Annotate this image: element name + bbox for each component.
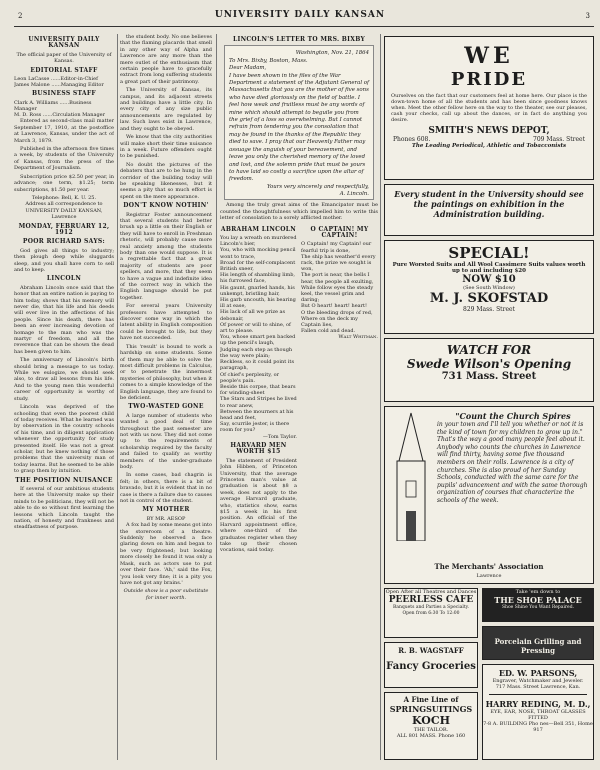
parsons-ad [482,664,594,760]
lincoln-text-3: Lincoln was deprived of the schooling that even the poorest child of today receives. What he learned was by observation in the country schools of his time, and in diligent application whenever the opportunity for study presented itself. He was not a great scholar, but he knew nothing of those problems that the university man of today learns. But he seemed to be able to grasp them by intuition. [14,404,114,475]
ad-divider [489,694,587,695]
lincoln-letter-facsimile [224,45,374,200]
bixby-heading: LINCOLN'S LETTER TO MRS. BIXBY [232,36,366,43]
poem-col-left [220,224,297,556]
peerless-hours: Banquets and Parties a Specialty. Open from 6:30 To 12:00 [392,605,470,616]
reding-sub: EYE, EAR, NOSE, THROAT GLASSES FITTED [490,709,586,721]
koch-line-head: A Fine Line of [403,695,459,704]
lincoln-text-2: The anniversary of Lincoln's birth should bring a message to us today. While we eulogize, we should seek also, to draw all lessons from his life. And to the young men this wonderful career of opportunity is worthy of study. [14,357,114,402]
col2-text-1: the student body. No one believes that the flaming placards that smell in any other way of Alpha and Lawrence are any more than the mere outlet of the enthusiasm that certain people have to gracefully extract from long suffering students a great part of their patrimony. [120,34,212,85]
letter-date: Washington, Nov. 21, 1864 [295,50,369,57]
pride-we: WE [464,43,514,69]
harvard-heading: HARVARD MEN WORTH $15 [230,441,287,456]
position-nuisance-heading: THE POSITION NUISANCE [15,476,113,484]
col2-text-2: The University of Kansas, its campus, and its adjacent streets and buildings have a little city. In every city of any size public announcements are regulated by law. Such laws exist in Lawrence, and they ought to be obeyed. [120,87,212,132]
clarks-address: ALL 801 MASS. Phone 160 [396,733,466,739]
porcelain-text: Porcelain Grilling and Pressing [494,637,582,655]
col2-text-9: In some cases, bad chagrin is felt; in others, there is a bit of bravado, but it is evident that in no case is there a failure due to causes not in control of the student. [120,472,212,505]
smith-phone: Phones 608. [393,136,431,143]
page-number-right: 3 [585,12,590,20]
telephone: Telephone: Bell, K. U. 25. [31,194,97,201]
smith-contact [385,136,593,143]
captain-poem: O Captain! my Captain! our fearful trip is done, The ship has weather'd every rack, the prize we sought is won, The port is near, the bells I hear, the people all exulting, While follow eyes the steady keel, the vessel grim and daring; But O heart! heart! heart! O the bleeding drops of red, Where on the deck my Captain lies, Fallen cold and dead. [301,241,376,335]
fable-moral: Outside show is a poor substitute for inner worth. [123,588,209,601]
captain-author: Walt Whitman. [338,334,378,341]
fable-text: A fox had by some means got into the storeroom of a theatre. Suddenly he observed a face glaring down on him and began to be very frightened; but looking more closely he found it was only a Mask, such as actors use to put over their face. 'Ah,' said the Fox, 'you look very fine; it is a pity you have not got any brains.' [120,522,212,586]
swede-address: 731 Mass. Street [441,371,537,382]
koch-name: KOCH [412,714,450,727]
staff-list: Leon LaCasse ......Editor-in-Chief James Malone ......Managing Editor [14,76,104,89]
col2-text-5: Registrar Foster announcement that several students had better brush up a little on their English or they will have to enroll in Freshman rhetoric, will probably cause more real anxiety among the students body than one would suppose. It is a regrettable fact that a great majority of students are poor spellers, and more, that they seem to have a vague and indefinite idea of the correct way in which the English language should be put together. [120,211,212,301]
position-nuisance-text: If several of our ambitious students here at the University make up their minds to be politicians, they will not be able to do so without first learning the lessons which Lincoln taught the nation, of honesty and frankness and steadfastness of purpose. [14,485,114,531]
church-illustration [389,411,433,541]
church-spire-icon [389,411,433,541]
column-divider [380,34,381,760]
staff-heading: EDITORIAL STAFF [30,66,98,74]
smith-heading: SMITH'S NEWS DEPOT, [428,126,550,136]
letter-salutation: To Mrs. Bixby, Boston, Mass. [229,57,308,64]
fable-byline: BY MR. AESOP [146,515,186,522]
masthead [4,4,596,28]
smith-address: 709 Mass. Street [533,136,585,143]
lincoln-column [220,34,378,760]
smith-tagline: The Leading Periodical, Athletic and Tobacconists [411,143,567,149]
poor-richard-text: God gives all things to industry; then plough deep while sluggards sleep, and you shall have corn to sell and to keep. [14,247,114,273]
letter-close: Yours very sincerely and respectfully, [266,183,369,190]
dont-know-heading: DON'T KNOW NOTHIN' [123,202,209,210]
special-see: (See South Window) [463,285,515,291]
address: Address all correspondence to UNIVERSITY DAILY KANSAN, Lawrence [25,201,103,221]
parsons-sub: Engraver, Watchmaker and Jeweler. [492,678,584,684]
harvard-text: The statement of President John Hibben, of Princeton University, that the average Princeton man's value at graduation is about $8 a week, does not apply to the average Harvard graduate, who, statistics show, earns $15 a week in his first position. An official of the Harvard appointment office, where one-third of the graduates register when they take up their chosen vocations, said today. [220,457,297,554]
swede-ad [384,338,594,402]
shoes-sub: Shoe Shine You Want Repaired. [501,605,575,610]
porcelain-ad [482,626,594,660]
watch-for: WATCH FOR [446,343,532,357]
merchants-city: Lawrence [476,573,502,579]
pride-heading: PRIDE [450,69,528,90]
lincoln-heading: LINCOLN [46,275,82,283]
col2-text-8: A large number of students who wanted a good deal of time throughout the past semester are not with us now. They did not come up to the requirements of scholarship required by the faculty and failed to qualify as worthy members of the under-graduate body. [120,412,212,470]
editorial-column [14,34,114,760]
published-notice: Published in the afternoon five times a week, by students of the University of Kansas, from the press of the Department of Journalism. [14,146,114,172]
paper-description: The official paper of the University of Kansas. [16,51,112,65]
open-after: Open After all Theatres and Dances [385,589,477,595]
church-text-wrap [433,411,589,541]
shoe-palace-ad [482,588,594,622]
poem-columns [220,224,378,556]
reding-name: HARRY REDING, M. D., [485,699,591,709]
parsons-name: ED. W. PARSONS, [498,668,578,678]
col2-text-6: For several years University professors have attempted to discover some way in which the latent ability in English composition could be brought to life, but they have not succeeded. [120,303,212,342]
subscription-notice: Subscription price $2.50 per year, in advance; one term, $1.25; term subscriptions, $1.50 per year. [14,173,114,193]
peerless-name: PEERLESS CAFE [388,595,474,605]
letter-body: I have been shown in the files of the War Department a statement of the Adjutant General of Massachusetts that you are the mother of five sons who have died gloriously on the field of battle. I feel how weak and fruitless must be any words of mine which should attempt to beguile you from the grief of a loss so overwhelming. But I cannot refrain from tendering you the consolation that may be found in the thanks of the Republic they died to save. I pray that our Heavenly Father may assuage the anguish of your bereavement, and leave you only the cherished memory of the loved and lost, and the solemn pride that must be yours to have laid so costly a sacrifice upon the altar of freedom. [229,72,369,183]
masthead-title: UNIVERSITY DAILY KANSAN [214,10,386,20]
two-wasted-heading: TWO-WASTED GONE [128,403,204,411]
col2-text-4: No doubt the pictures of the debaters that are to be hung in the corridor of the building today will be speaking likenesses, but it seems a pity that so much effort is spent on the mere appearance. [120,161,212,200]
paintings-ad [384,184,594,236]
church-body [385,407,593,545]
poem-col-right [301,224,378,556]
reding-address: 7-8 A. BUILDING Pho nes—Bell 351, Home 917 [483,721,593,733]
column-divider [117,34,118,760]
peerless-ad [384,588,478,638]
paintings-text: Every student in the University should see the paintings on exhibition in the Administration building. [394,189,584,219]
special-heading: SPECIAL! [448,244,530,262]
dateline: MONDAY, FEBRUARY 12, 1912 [18,222,110,236]
wagstaff-name: R. B. WAGSTAFF [398,646,464,655]
parsons-address: 717 Mass. Street Lawrence, Kan. [495,684,581,690]
koch-ad [384,692,478,760]
lincoln-text-1: Abraham Lincoln once said that the honor that an entire nation is paying to him today, shows that his memory will never die, that his life and his deeds will ever live in the affections of his people. Since his death, there has been an ever increasing devotion of homage to the man who was the martyr of freedom, and all the reverence that can be shown the dead has been given to him. [14,284,114,355]
special-ad [384,240,594,334]
col2-text-3: We know that the city authorities will make short their time nuisance in a week. Future offenders ought to be punished. [120,134,212,160]
fancy-groceries: Fancy Groceries [386,661,476,672]
springsuitings: SPRINGSUITINGS [389,704,473,714]
church-text: in your town and I'll tell you whether or not it is the kind of town for my children to grow up in." That's the way a good many people feel about it. Anybody who counts the churches in Lawrence will find thirty, having some five thousand members on their rolls. Lawrence is a city of churches. She is also proud of her Sunday Schools, conducted with the same care for the pupils' advancement and with the same thorough organization of courses that characterize the schools of the week. [437,421,588,504]
letter-signature: A. Lincoln. [339,191,369,198]
poem-byline: —Tom Taylor. [262,433,297,440]
merchants-association: The Merchants' Association [434,562,544,571]
col2-text-7: This 'result' is bound to work a hardship on some students. Some of them may be able to solve the most difficult problems in Calculus, or to penetrate the innermost mysteries of philosophy, but when it comes to a simple knowledge of the English language, they are found to be deficient. [120,343,212,401]
my-mother-heading: MY MOTHER [142,506,190,514]
poor-richard-heading: POOR RICHARD SAYS: [22,238,106,246]
wagstaff-ad [384,642,478,688]
church-ad [384,406,594,584]
skofstad-address: 829 Mass. Street [463,306,515,313]
business-heading: BUSINESS STAFF [32,90,96,98]
church-heading: "Count the Church Spires [455,411,571,421]
masthead-rule [14,26,594,27]
pride-ad [384,36,594,180]
captain-heading: O CAPTAIN! MY CAPTAIN! [310,225,369,240]
special-now: NOW $10 [462,274,516,285]
koch-sub: THE TAILOR. [413,727,449,733]
letter-greeting: Dear Madam, [229,65,267,72]
pride-text: Ourselves on the fact that our customers feel at home here. Our place is the down-town home of all the students and has been since goodness knows when. Meet the other fellow here on the way to the theater, see our pleases, cash your checks, call up about the dances, or in fact do anything you desire. [391,93,587,123]
skofstad-name: M. J. SKOFSTAD [429,291,549,306]
page-number-left: 2 [18,12,23,20]
abraham-lincoln-poem: You lay a wreath on murdered Lincoln's bier, You, who with mocking pencil wont to trace, Broad for the self-complacent British sneer, His length of shambling limb, his furrowed face, His gaunt, gnarled hands, his unkempt, bristling hair, His garb uncouth, his bearing ill at ease, His lack of all we prize as debonair, Of power or will to shine, of art to please. You, whose smart pen backed up the pencil's laugh, Judging each step as though the way were plain; Reckless, so it could point its paragraph, Of chief's perplexity, or people's pain. Beside this corpse, that bears for winding-sheet The Stars and Stripes he lived to rear anew, Between the mourners at his head and feet, Say, scurrile jester, is there room for you? [220,235,297,434]
special-text: Pure Worsted Suits and All Wool Cassimere Suits values worth up to and including $20 [392,262,586,274]
swede-opening: Swede Wilson's Opening [406,357,572,371]
entered-notice: Entered as second-class mail matter September 17, 1910, at the postoffice at Lawrence, Kansas, under the act of March 3, 1879. [14,118,114,144]
shoes-tag: Take 'em down to [515,589,561,595]
nameplate: UNIVERSITY DAILY KANSAN [28,36,100,50]
letter-caption: Among the truly great aims of the Emancipator must be counted the thoughtfulness which impelled him to write this letter of consolation to a sorely afflicted mother. [220,202,378,222]
shoes-name: THE SHOE PALACE [494,595,582,605]
editorial-column-2 [120,34,212,760]
column-divider [216,34,217,760]
business-list: Clark A. Williams ......Business Manager M. D. Ross ......Circulation Manager [14,99,106,119]
abraham-lincoln-heading: ABRAHAM LINCOLN [220,225,297,233]
